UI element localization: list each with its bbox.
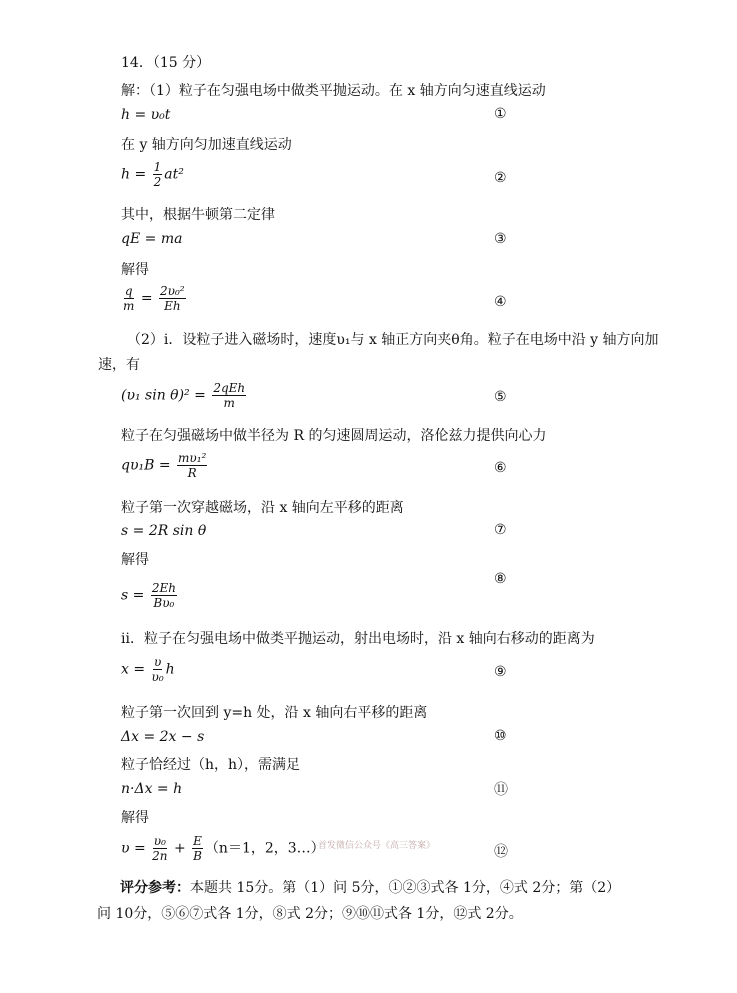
- equation-mark: ⑫: [494, 844, 508, 860]
- equation: [121, 160, 184, 189]
- denominator: R: [187, 466, 197, 480]
- scoring-line: [120, 877, 620, 897]
- equation: [121, 284, 188, 313]
- denominator: Eh: [164, 299, 181, 313]
- eq-lhs: x =: [121, 661, 150, 678]
- eq-lhs: υ =: [121, 840, 151, 857]
- equation: n·Δx = h: [121, 781, 183, 797]
- numerator: υ₀: [153, 834, 166, 848]
- problem-header: 14．（15 分）: [121, 55, 211, 71]
- equation-mark: ⑦: [494, 522, 507, 538]
- text-line: 粒子在匀强磁场中做半径为 R 的匀速圆周运动，洛伦兹力提供向心力: [121, 428, 547, 444]
- numerator: 2υ₀²: [160, 284, 185, 298]
- numerator: 2qEh: [213, 381, 246, 395]
- fraction: [177, 451, 207, 480]
- scoring-text: 本题共 15分。第（1）问 5分，①②③式各 1分，④式 2分；第（2）: [190, 880, 621, 896]
- text-line: （2）ⅰ．设粒子进入磁场时，速度υ₁与 x 轴正方向夹θ角。粒子在电场中沿 y 轴方向加: [127, 332, 659, 348]
- equation: [121, 381, 248, 410]
- equation: [121, 451, 209, 480]
- fraction: [152, 655, 164, 684]
- equation-mark: ⑧: [494, 571, 507, 587]
- fraction: [192, 834, 203, 863]
- equation-mark: ⑨: [494, 664, 507, 680]
- eq-lhs: h =: [121, 166, 151, 183]
- fraction: [151, 581, 177, 610]
- numerator: mυ₁²: [178, 451, 207, 465]
- equation: qE = ma: [121, 231, 183, 247]
- eq-rhs: h: [165, 661, 175, 678]
- numerator: 1: [153, 160, 162, 174]
- equation: Δx = 2x − s: [121, 729, 205, 745]
- denominator: Bυ₀: [153, 596, 175, 610]
- text-line: 在 y 轴方向匀加速直线运动: [121, 137, 292, 153]
- text-line: 粒子恰经过（h，h），需满足: [121, 757, 301, 773]
- numerator: q: [124, 284, 133, 298]
- text-line: 解得: [121, 552, 149, 568]
- text-line: ⅱ．粒子在匀强电场中做类平抛运动，射出电场时，沿 x 轴向右移动的距离为: [121, 631, 595, 647]
- fraction: [212, 381, 246, 410]
- equation-mark: ③: [494, 231, 507, 247]
- numerator: υ: [153, 655, 162, 669]
- denominator: 2: [153, 175, 162, 189]
- eq-condition: （n＝1，2，3…）: [204, 840, 325, 857]
- denominator: m: [123, 299, 135, 313]
- equation-mark: ⑪: [494, 782, 508, 798]
- numerator: 2Eh: [151, 581, 176, 595]
- equation-mark: ④: [494, 294, 507, 310]
- text-line: 速，有: [98, 357, 140, 373]
- text-line: 粒子第一次穿越磁场，沿 x 轴向左平移的距离: [121, 500, 404, 516]
- equation-mark: ⑤: [494, 389, 507, 405]
- fraction: [159, 284, 186, 313]
- plus: +: [169, 840, 191, 857]
- fraction: [153, 160, 163, 189]
- denominator: υ₀: [151, 670, 164, 684]
- scoring-label: 评分参考：: [120, 880, 190, 896]
- equation: [121, 834, 325, 863]
- eq-rhs: at²: [164, 166, 184, 183]
- equation: [121, 581, 179, 610]
- text-line: 解得: [121, 810, 149, 826]
- watermark: 首发微信公众号《高三答案》: [318, 841, 436, 851]
- denominator: 2n: [152, 849, 168, 863]
- text-line: 解：（1）粒子在匀强电场中做类平抛运动。在 x 轴方向匀速直线运动: [121, 83, 546, 99]
- text-line: 解得: [121, 262, 149, 278]
- scoring-line: 问 10分，⑤⑥⑦式各 1分，⑧式 2分；⑨⑩⑪式各 1分，⑫式 2分。: [97, 906, 523, 922]
- equation-mark: ②: [494, 170, 507, 186]
- fraction: [152, 834, 167, 863]
- eq-lhs: s =: [121, 587, 149, 604]
- fraction: [123, 284, 134, 313]
- equation: [121, 655, 175, 684]
- equation: h = υ₀t: [121, 107, 171, 123]
- denominator: B: [193, 849, 202, 863]
- equation-mark: ⑥: [494, 460, 507, 476]
- eq-lhs: qυ₁B =: [121, 457, 176, 474]
- equation-mark: ①: [494, 106, 507, 122]
- equals: =: [136, 290, 158, 307]
- equation: s = 2R sin θ: [121, 523, 207, 539]
- text-line: 其中，根据牛顿第二定律: [121, 207, 275, 223]
- denominator: m: [223, 396, 235, 410]
- text-line: 粒子第一次回到 y=h 处，沿 x 轴向右平移的距离: [121, 705, 428, 721]
- numerator: E: [193, 834, 202, 848]
- equation-mark: ⑩: [494, 728, 507, 744]
- eq-lhs: (υ₁ sin θ)² =: [121, 387, 211, 404]
